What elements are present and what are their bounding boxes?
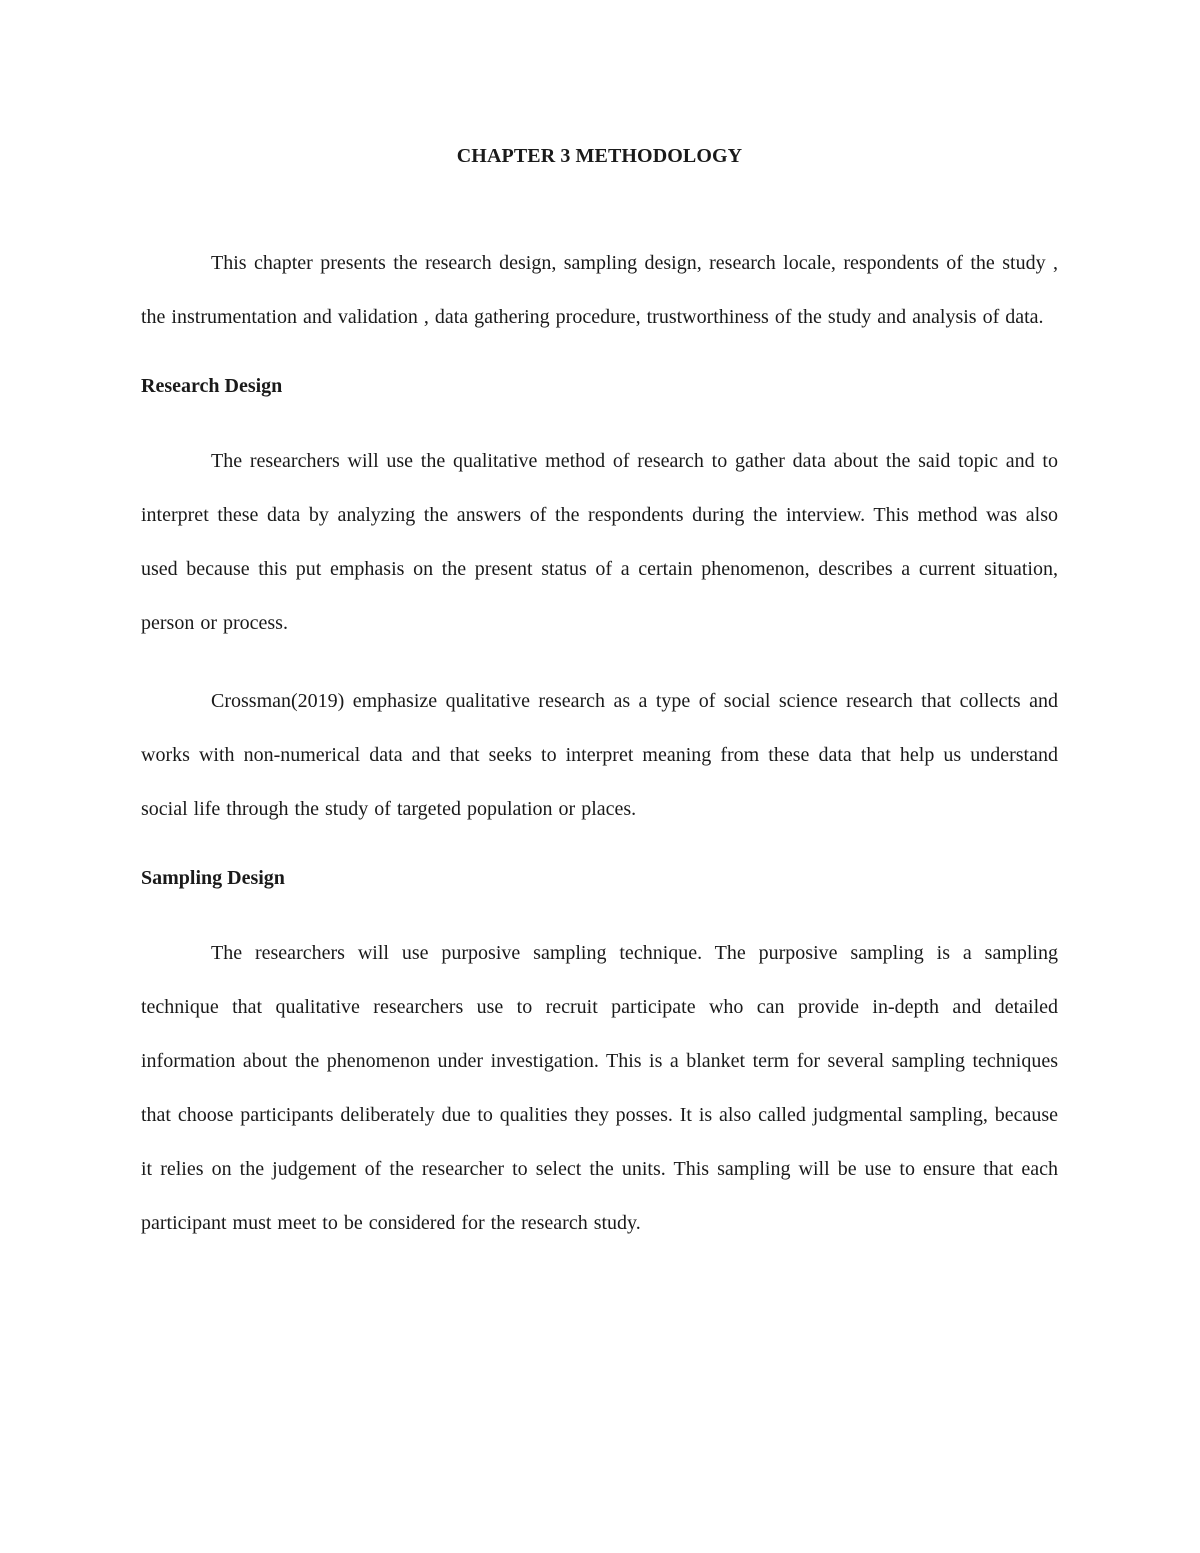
chapter-title: CHAPTER 3 METHODOLOGY xyxy=(456,145,743,167)
document-body xyxy=(141,138,1058,1250)
spacer xyxy=(141,836,1058,860)
research-design-heading: Research Design xyxy=(141,375,283,397)
intro-paragraph: This chapter presents the research design, sampling design, research locale, respondents of the study , the instrumentation and validation , data gathering procedure, trustworthiness of the study and analysis of data. xyxy=(141,252,1058,328)
research-design-paragraph-2: Crossman(2019) emphasize qualitative research as a type of social science research that collects and works with non-numerical data and that seeks to interpret meaning from these data that help us understand social life through the study of targeted population or places. xyxy=(141,690,1058,820)
sampling-design-heading: Sampling Design xyxy=(141,867,285,889)
spacer xyxy=(141,404,1058,434)
spacer xyxy=(141,344,1058,368)
sampling-design-paragraph-1: The researchers will use purposive sampling technique. The purposive sampling is a sampling technique that qualitative researchers use to recruit participate who can provide in-depth and detailed information about the phenomenon under investigation. This is a blanket term for several sampling techniques that choose participants deliberately due to qualities they posses. It is also called judgmental sampling, because it relies on the judgement of the researcher to select the units. This sampling will be use to ensure that each participant must meet to be considered for the research study. xyxy=(141,942,1058,1234)
spacer xyxy=(141,896,1058,926)
research-design-paragraph-1: The researchers will use the qualitative method of research to gather data about the said topic and to interpret these data by analyzing the answers of the respondents during the interview. This method was also used because this put emphasis on the present status of a certain phenomenon, describes a current situation, person or process. xyxy=(141,450,1058,634)
spacer xyxy=(141,174,1058,236)
spacer xyxy=(141,650,1058,674)
